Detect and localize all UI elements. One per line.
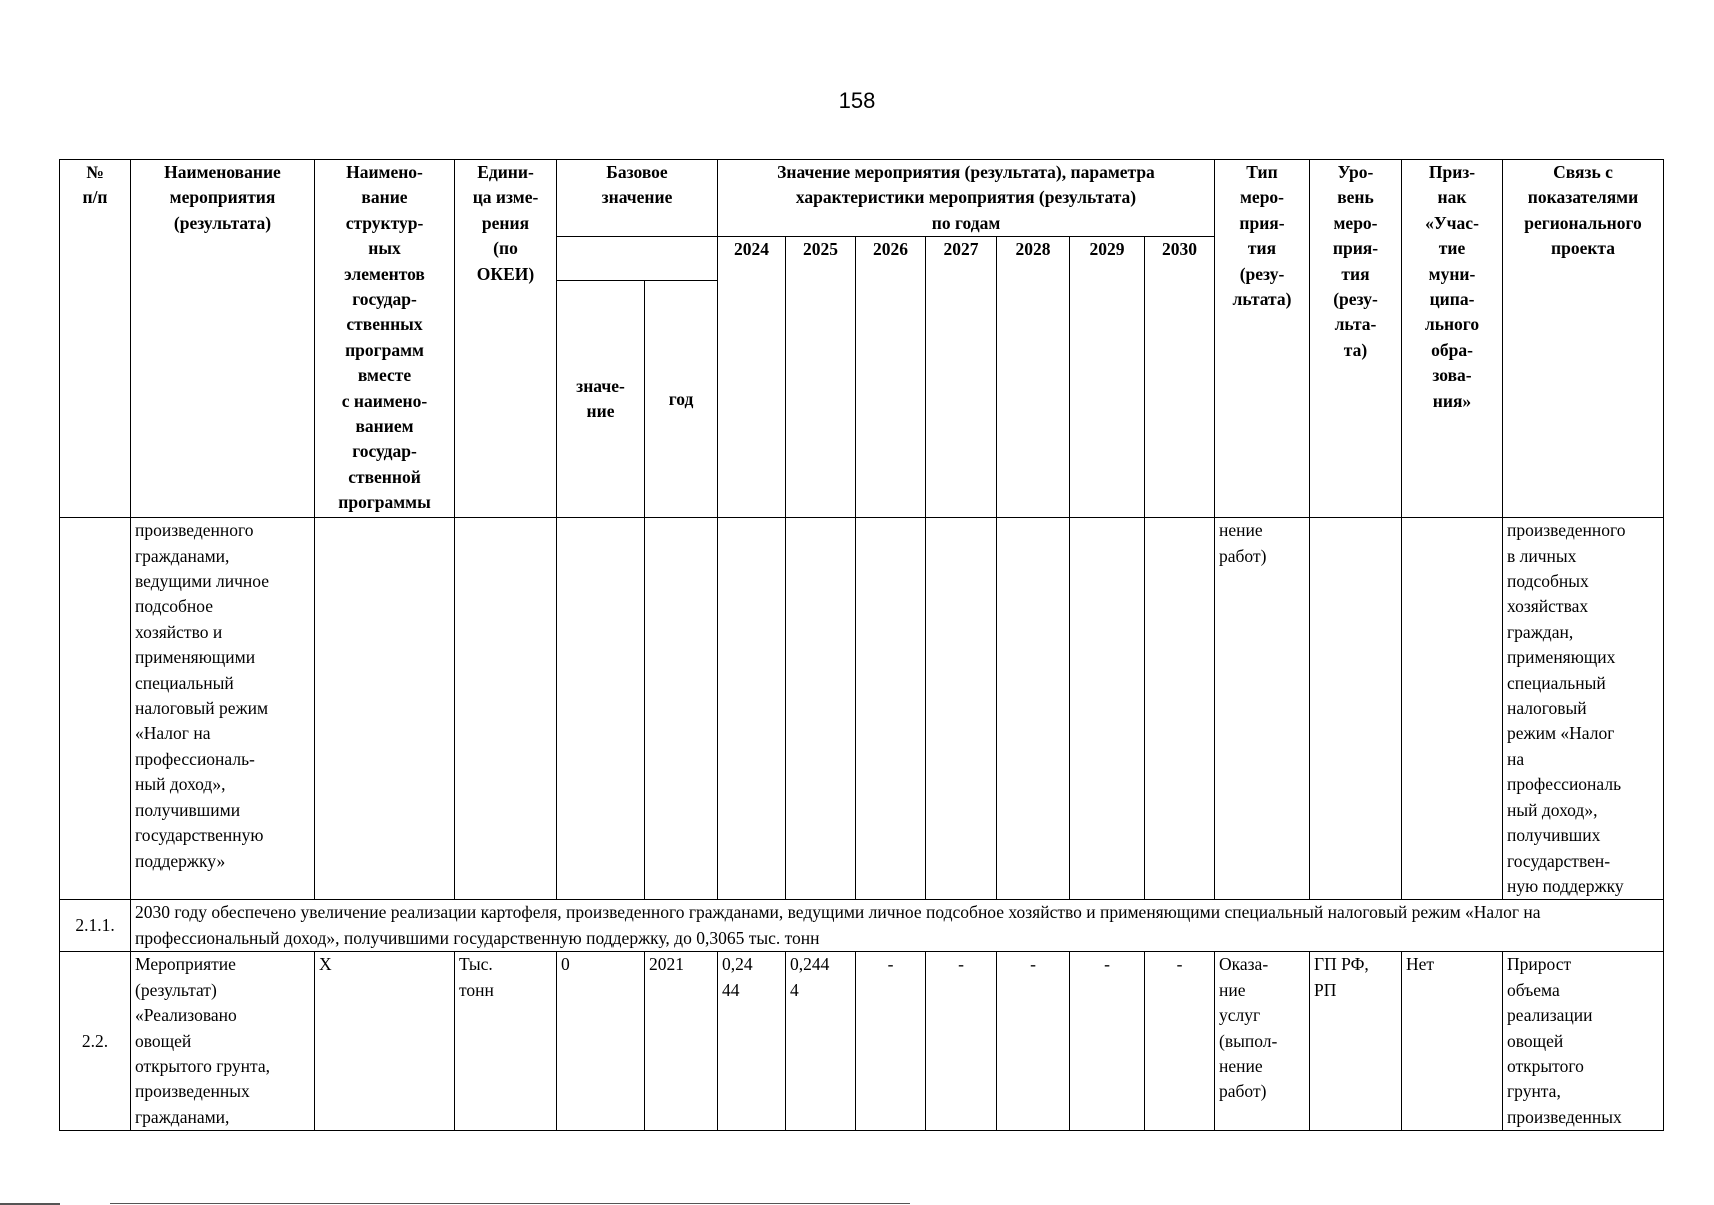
header-level: Уро- вень меро- прия- тия (резу- льта- та) (1310, 160, 1402, 518)
row-22-base-value: 0 (557, 952, 645, 1131)
header-values: Значение мероприятия (результата), параметра характеристики мероприятия (результата) по годам (718, 160, 1215, 237)
row-22-unit: Тыс. тонн (455, 952, 557, 1131)
row-22-value-2028: - (997, 952, 1070, 1131)
page-number: 158 (838, 88, 876, 113)
cell-empty (557, 518, 645, 900)
row-22-value-2030: - (1145, 952, 1215, 1131)
header-num: № п/п (60, 160, 131, 518)
header-unit: Едини- ца изме- рения (по ОКЕИ) (455, 160, 557, 518)
cell-empty (645, 518, 718, 900)
header-year-2024: 2024 (718, 237, 786, 518)
table-row (60, 952, 1664, 1131)
row-22-base-year: 2021 (645, 952, 718, 1131)
header-base-value: значе- ние (557, 281, 645, 518)
table-row (60, 518, 1664, 900)
row-22-value-2027: - (926, 952, 997, 1131)
header-year-2025: 2025 (786, 237, 856, 518)
cell-empty (1145, 518, 1215, 900)
row-211-num: 2.1.1. (60, 900, 131, 952)
cell-empty (718, 518, 786, 900)
row-22-value-2029: - (1070, 952, 1145, 1131)
row-cont-link: произведенного в личных подсобных хозяйствах граждан, применяющих специальный налоговый режим «Налог на профессиональ ный доход», получивших государствен- ную поддержку (1503, 518, 1664, 900)
cell-empty (1070, 518, 1145, 900)
cell-empty (455, 518, 557, 900)
scan-artifact (110, 1203, 910, 1204)
cell-empty (1402, 518, 1503, 900)
header-base-year: год (645, 281, 718, 518)
row-22-muni: Нет (1402, 952, 1503, 1131)
row-22-link: Прирост объема реализации овощей открытого грунта, произведенных (1503, 952, 1664, 1131)
header-year-2026: 2026 (856, 237, 926, 518)
cell-empty (997, 518, 1070, 900)
row-22-name: Мероприятие (результат) «Реализовано овощей открытого грунта, произведенных гражданами, (131, 952, 315, 1131)
header-year-2029: 2029 (1070, 237, 1145, 518)
cell-empty (1310, 518, 1402, 900)
header-year-2027: 2027 (926, 237, 997, 518)
table-row (60, 900, 1664, 952)
header-row (60, 160, 1664, 237)
scan-artifact (0, 1203, 60, 1205)
cell-empty (60, 518, 131, 900)
row-22-type: Оказа- ние услуг (выпол- нение работ) (1215, 952, 1310, 1131)
header-base: Базовое значение (557, 160, 718, 237)
header-type: Тип меро- прия- тия (резу- льтата) (1215, 160, 1310, 518)
row-211-text: 2030 году обеспечено увеличение реализации картофеля, произведенного гражданами, ведущими личное подсобное хозяйство и применяющими специальный налоговый режим «Налог на профессиональный доход», получившими государственную поддержку, до 0,3065 тыс. тонн (131, 900, 1664, 952)
row-22-num: 2.2. (60, 952, 131, 1131)
cell-empty (315, 518, 455, 900)
cell-empty (856, 518, 926, 900)
row-22-struct: Х (315, 952, 455, 1131)
row-22-value-2025: 0,244 4 (786, 952, 856, 1131)
header-year-2030: 2030 (1145, 237, 1215, 518)
row-cont-type: нение работ) (1215, 518, 1310, 900)
header-base-gap (557, 237, 718, 281)
row-22-value-2026: - (856, 952, 926, 1131)
header-muni: Приз- нак «Учас- тие муни- ципа- льного обра- зова- ния» (1402, 160, 1503, 518)
row-22-value-2024: 0,24 44 (718, 952, 786, 1131)
row-22-level: ГП РФ, РП (1310, 952, 1402, 1131)
measures-table (59, 159, 1664, 1131)
header-struct: Наимено- вание структур- ных элементов государ- ственных программ вместе с наимено- ванием государ- ственной программы (315, 160, 455, 518)
row-cont-name: произведенного гражданами, ведущими личное подсобное хозяйство и применяющими специальный налоговый режим «Налог на профессиональ- ный доход», получившими государственную поддержку» (131, 518, 315, 900)
header-year-2028: 2028 (997, 237, 1070, 518)
cell-empty (926, 518, 997, 900)
header-name: Наименование мероприятия (результата) (131, 160, 315, 518)
cell-empty (786, 518, 856, 900)
header-link: Связь с показателями регионального проекта (1503, 160, 1664, 518)
